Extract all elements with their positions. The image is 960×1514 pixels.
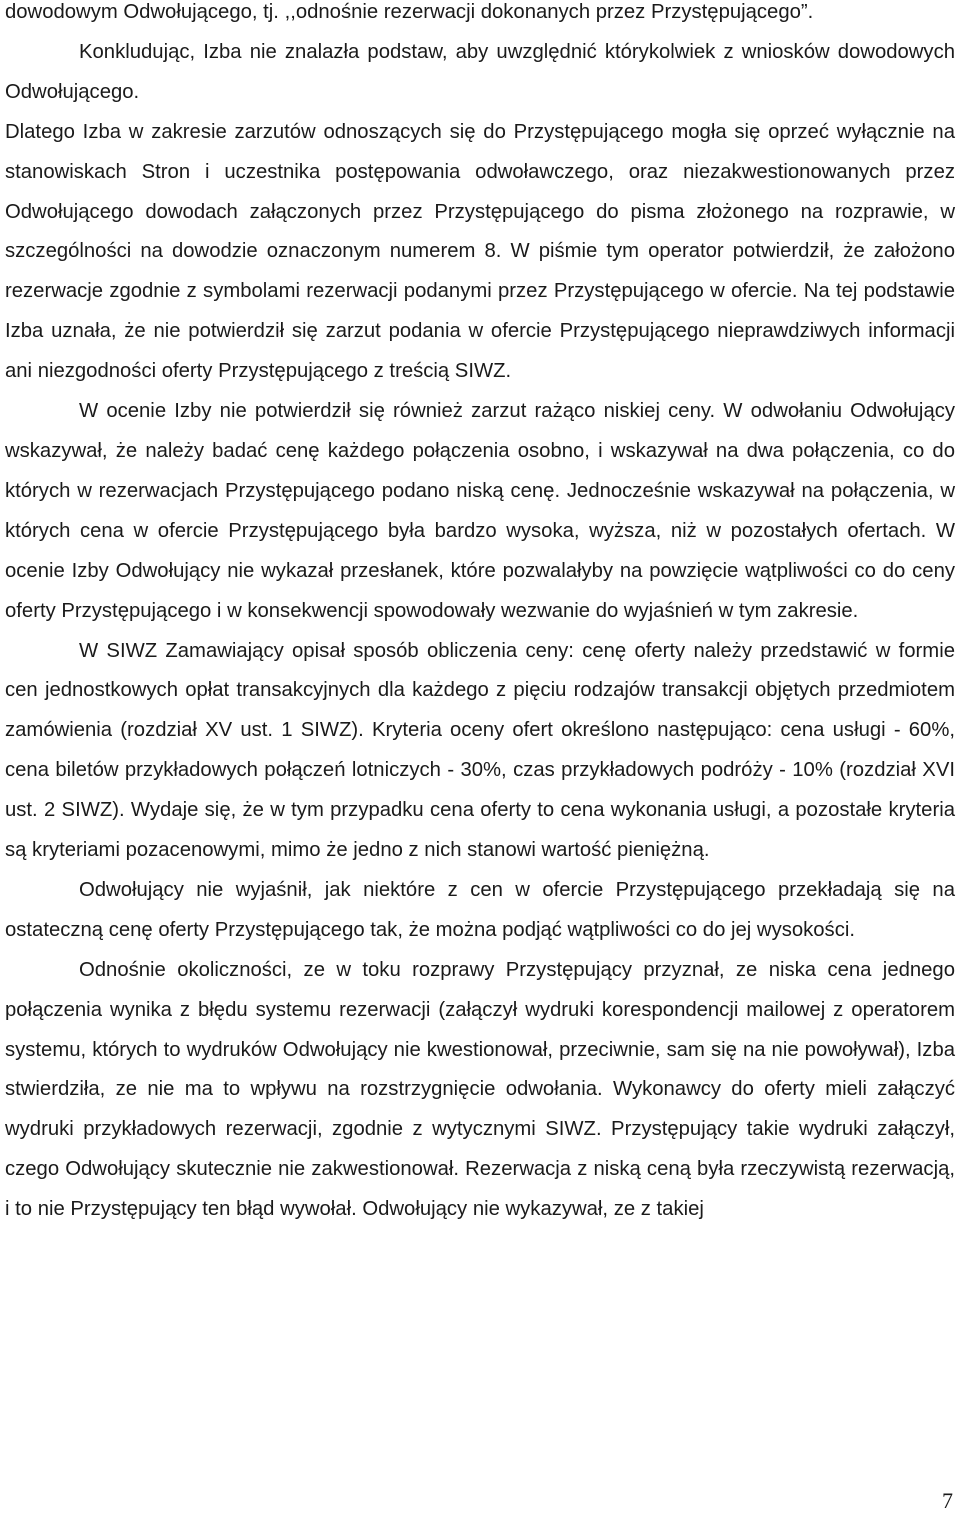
paragraph-6: Odwołujący nie wyjaśnił, jak niektóre z cen w ofercie Przystępującego przekładają się na ostateczną cenę oferty Przystępującego tak, że można podjąć wątpliwości co do jej wysokości.	[5, 878, 955, 941]
document-body	[5, 0, 955, 1230]
paragraph-2: Konkludując, Izba nie znalazła podstaw, aby uwzględnić którykolwiek z wniosków dowodowych Odwołującego.	[5, 40, 955, 103]
paragraph-5: W SIWZ Zamawiający opisał sposób obliczenia ceny: cenę oferty należy przedstawić w formie cen jednostkowych opłat transakcyjnych dla każdego z pięciu rodzajów transakcji objętych przedmiotem zamówienia (rozdział XV ust. 1 SIWZ). Kryteria oceny ofert określono następująco: cena usługi - 60%, cena biletów przykładowych połączeń lotniczych - 30%, czas przykładowych podróży - 10% (rozdział XVI ust. 2 SIWZ). Wydaje się, że w tym przypadku cena oferty to cena wykonania usługi, a pozostałe kryteria są kryteriami pozacenowymi, mimo że jedno z nich stanowi wartość pieniężną.	[5, 639, 955, 862]
page-number: 7	[942, 1488, 953, 1513]
paragraph-7: Odnośnie okoliczności, ze w toku rozprawy Przystępujący przyznał, ze niska cena jednego połączenia wynika z błędu systemu rezerwacji (załączył wydruki korespondencji mailowej z operatorem systemu, których to wydruków Odwołujący nie kwestionował, przeciwnie, sam się na nie powoływał), Izba stwierdziła, ze nie ma to wpływu na rozstrzygnięcie odwołania. Wykonawcy do oferty mieli załączyć wydruki przykładowych rezerwacji, zgodnie z wytycznymi SIWZ. Przystępujący takie wydruki załączył, czego Odwołujący skutecznie nie zakwestionował. Rezerwacja z niską ceną była rzeczywistą rezerwacją, i to nie Przystępujący ten błąd wywołał. Odwołujący nie wykazywał, ze z takiej	[5, 958, 955, 1221]
paragraph-1: dowodowym Odwołującego, tj. ,,odnośnie rezerwacji dokonanych przez Przystępującego”.	[5, 1, 814, 23]
paragraph-4: W ocenie Izby nie potwierdził się również zarzut rażąco niskiej ceny. W odwołaniu Odwołujący wskazywał, że należy badać cenę każdego połączenia osobno, i wskazywał na dwa połączenia, co do których w rezerwacjach Przystępującego podano niską cenę. Jednocześnie wskazywał na połączenia, w których cena w ofercie Przystępującego była bardzo wysoka, wyższa, niż w pozostałych ofertach. W ocenie Izby Odwołujący nie wykazał przesłanek, które pozwalałyby na powzięcie wątpliwości co do ceny oferty Przystępującego i w konsekwencji spowodowały wezwanie do wyjaśnień w tym zakresie.	[5, 400, 955, 622]
paragraph-3: Dlatego Izba w zakresie zarzutów odnoszących się do Przystępującego mogła się oprzeć wyłącznie na stanowiskach Stron i uczestnika postępowania odwoławczego, oraz niezakwestionowanych przez Odwołującego dowodach załączonych przez Przystępującego do pisma złożonego na rozprawie, w szczególności na dowodzie oznaczonym numerem 8. W piśmie tym operator potwierdził, że założono rezerwacje zgodnie z symbolami rezerwacji podanymi przez Przystępującego w ofercie. Na tej podstawie Izba uznała, że nie potwierdził się zarzut podania w ofercie Przystępującego nieprawdziwych informacji ani niezgodności oferty Przystępującego z treścią SIWZ.	[5, 120, 955, 383]
